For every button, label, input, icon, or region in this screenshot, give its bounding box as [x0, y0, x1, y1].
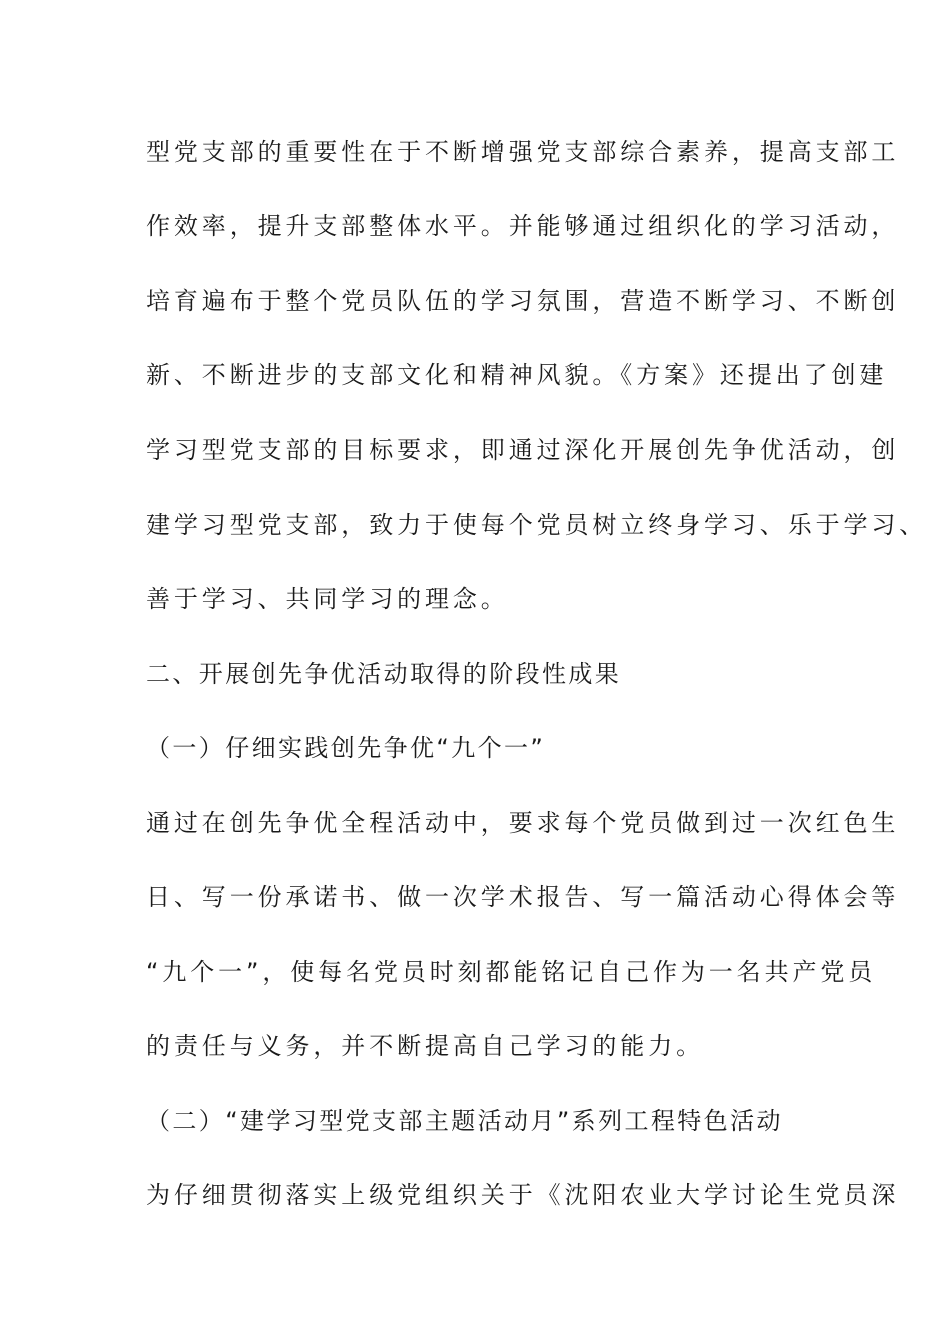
paragraph-line: 日、写一份承诺书、做一次学术报告、写一篇活动心得体会等	[146, 883, 900, 911]
section-heading: 二、开展创先争优活动取得的阶段性成果	[146, 660, 622, 688]
subsection-heading: （一）仔细实践创先争优“九个一”	[146, 734, 546, 762]
paragraph-line: “九个一”，使每名党员时刻都能铭记自己作为一名共产党员	[146, 958, 877, 986]
paragraph-line: 学习型党支部的目标要求，即通过深化开展创先争优活动，创	[146, 436, 900, 464]
paragraph-line: 作效率，提升支部整体水平。并能够通过组织化的学习活动，	[146, 212, 900, 240]
subsection-heading: （二）“建学习型党支部主题活动月”系列工程特色活动	[146, 1107, 783, 1135]
paragraph-line: 的责任与义务，并不断提高自己学习的能力。	[146, 1032, 704, 1060]
paragraph-line: 新、不断进步的支部文化和精神风貌。《方案》还提出了创建	[146, 361, 888, 389]
paragraph-line: 建学习型党支部，致力于使每个党员树立终身学习、乐于学习、	[146, 511, 928, 539]
paragraph-line: 善于学习、共同学习的理念。	[146, 585, 509, 613]
paragraph-line: 培育遍布于整个党员队伍的学习氛围，营造不断学习、不断创	[146, 287, 900, 315]
paragraph-line: 通过在创先争优全程活动中，要求每个党员做到过一次红色生	[146, 809, 900, 837]
paragraph-line: 型党支部的重要性在于不断增强党支部综合素养，提高支部工	[146, 138, 900, 166]
paragraph-line: 为仔细贯彻落实上级党组织关于《沈阳农业大学讨论生党员深	[146, 1181, 900, 1209]
